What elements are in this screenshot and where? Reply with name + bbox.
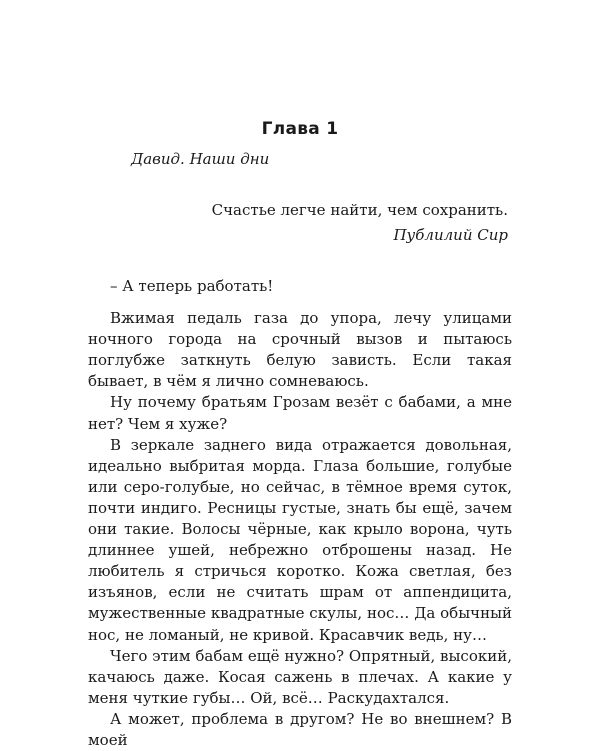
paragraph: В зеркале заднего вида отражается довольная, идеально выбритая морда. Глаза большие, голубые или серо-голубые, но сейчас, в тёмное время суток, почти индиго. Ресницы густые, знать бы ещё, зачем они такие. Волосы чёрные, как крыло ворона, чуть длиннее ушей, небрежно отброшены назад. Не любитель я стричься коротко. Кожа светлая, без изъянов, если не считать шрам от аппендицита, мужественные квадратные скулы, нос… Да обычный нос, не ломаный, не кривой. Красавчик ведь, ну… bbox=[88, 435, 512, 644]
epigraph bbox=[212, 198, 508, 248]
epigraph-text: Счастье легче найти, чем сохранить. bbox=[211, 201, 508, 219]
paragraph: Вжимая педаль газа до упора, лечу улицами ночного города на срочный вызов и пытаюсь поглубже заткнуть белую зависть. Если такая бывает, в чём я лично сомневаюсь. bbox=[88, 309, 512, 391]
chapter-body bbox=[88, 276, 512, 751]
chapter-title: Глава 1 bbox=[261, 119, 339, 139]
paragraph: Чего этим бабам ещё нужно? Опрятный, высокий, качаюсь даже. Косая сажень в плечах. А какие у меня чуткие губы… Ой, всё… Раскудахтался. bbox=[88, 646, 512, 707]
paragraph: Ну почему братьям Грозам везёт с бабами, а мне нет? Чем я хуже? bbox=[88, 393, 512, 433]
paragraph: А может, проблема в другом? Не во внешнем? В моей bbox=[88, 709, 512, 749]
epigraph-author: Публилий Сир bbox=[393, 226, 508, 244]
chapter-subtitle: Давид. Наши дни bbox=[131, 150, 270, 168]
paragraph: – А теперь работать! bbox=[110, 277, 274, 295]
